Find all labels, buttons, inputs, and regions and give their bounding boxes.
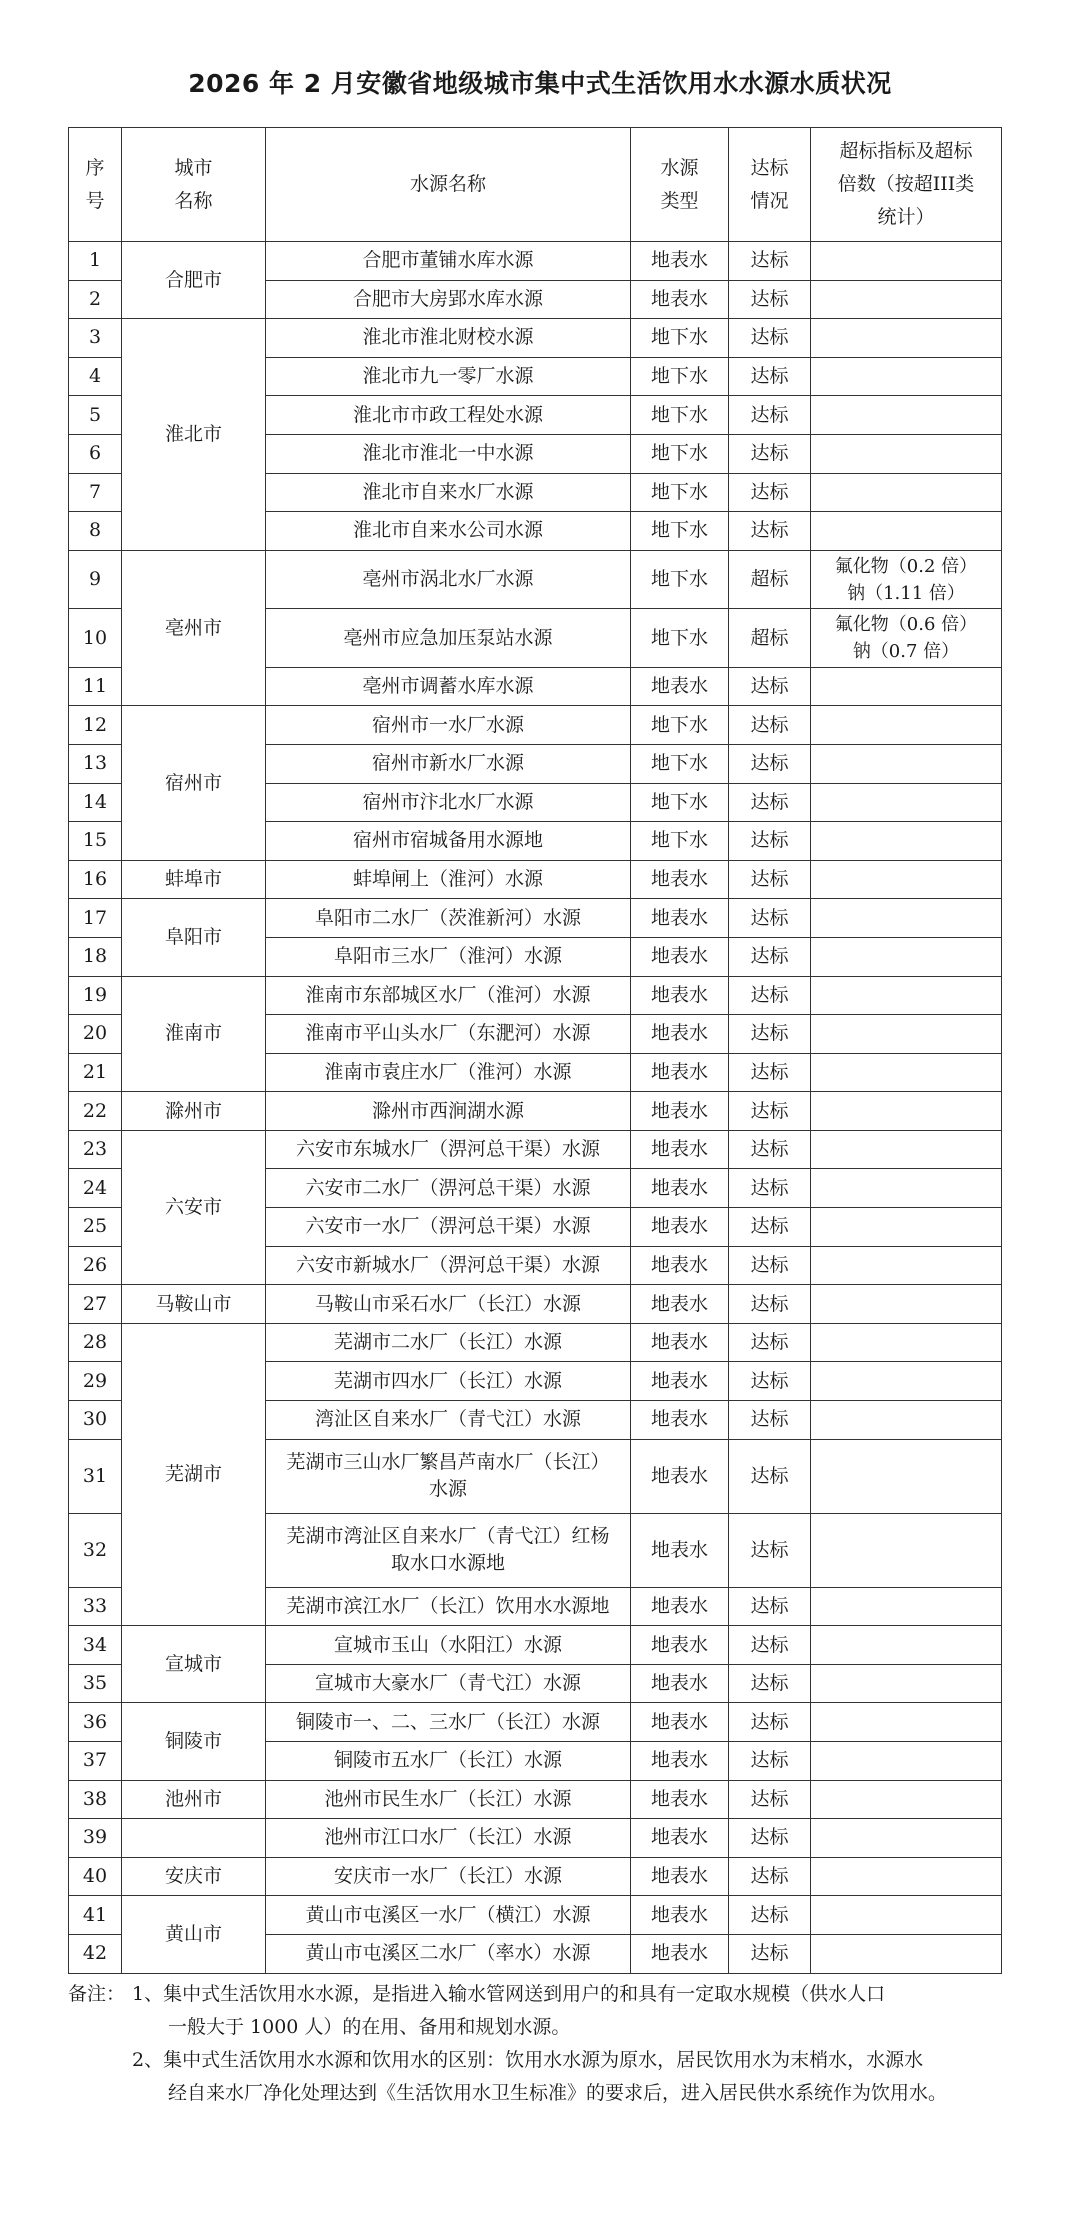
source-type: 地表水 [631,667,729,706]
source-type: 地表水 [631,242,729,281]
exceed-indicators [811,1015,1002,1054]
table-row [69,706,1002,745]
header-type: 水源 类型 [631,128,729,242]
source-type: 地表水 [631,1285,729,1324]
compliance-status: 超标 [729,609,811,668]
exceed-indicators [811,937,1002,976]
row-number: 40 [69,1857,122,1896]
city-name: 六安市 [122,1130,266,1284]
table-row [69,319,1002,358]
note-1-continued: 一般大于 1000 人）的在用、备用和规划水源。 [168,2016,571,2038]
exceed-indicators [811,1092,1002,1131]
source-type: 地表水 [631,1208,729,1247]
source-name: 宿州市汴北水厂水源 [266,783,631,822]
table-row [69,1857,1002,1896]
row-number: 33 [69,1587,122,1626]
table-row [69,1285,1002,1324]
exceed-indicators [811,976,1002,1015]
source-type: 地下水 [631,319,729,358]
source-name: 铜陵市一、二、三水厂（长江）水源 [266,1703,631,1742]
source-type: 地下水 [631,783,729,822]
row-number: 20 [69,1015,122,1054]
source-type: 地表水 [631,1015,729,1054]
compliance-status: 达标 [729,1169,811,1208]
compliance-status: 达标 [729,1934,811,1973]
notes-label: 备注： [68,1983,126,2005]
city-name [122,1819,266,1858]
compliance-status: 达标 [729,1742,811,1781]
exceed-indicators: 氟化物（0.6 倍） 钠（0.7 倍） [811,609,1002,668]
source-name: 宣城市大豪水厂（青弋江）水源 [266,1664,631,1703]
compliance-status: 达标 [729,396,811,435]
compliance-status: 达标 [729,937,811,976]
row-number: 31 [69,1439,122,1513]
compliance-status: 达标 [729,860,811,899]
source-type: 地表水 [631,1246,729,1285]
compliance-status: 达标 [729,434,811,473]
row-number: 32 [69,1513,122,1587]
compliance-status: 达标 [729,783,811,822]
source-name: 淮南市平山头水厂（东淝河）水源 [266,1015,631,1054]
row-number: 29 [69,1362,122,1401]
row-number: 41 [69,1896,122,1935]
row-number: 2 [69,280,122,319]
city-name: 滁州市 [122,1092,266,1131]
source-type: 地表水 [631,1092,729,1131]
source-name: 黄山市屯溪区一水厂（横江）水源 [266,1896,631,1935]
city-name: 淮南市 [122,976,266,1092]
row-number: 30 [69,1401,122,1440]
compliance-status: 达标 [729,1664,811,1703]
row-number: 36 [69,1703,122,1742]
row-number: 3 [69,319,122,358]
source-name: 黄山市屯溪区二水厂（率水）水源 [266,1934,631,1973]
compliance-status: 达标 [729,1015,811,1054]
table-row [69,1092,1002,1131]
source-type: 地表水 [631,1934,729,1973]
exceed-indicators [811,860,1002,899]
source-name: 芜湖市湾沚区自来水厂（青弋江）红杨 取水口水源地 [266,1513,631,1587]
header-city: 城市 名称 [122,128,266,242]
source-name: 池州市民生水厂（长江）水源 [266,1780,631,1819]
exceed-indicators [811,1626,1002,1665]
source-type: 地表水 [631,1587,729,1626]
header-no: 序 号 [69,128,122,242]
exceed-indicators [811,1053,1002,1092]
compliance-status: 达标 [729,1092,811,1131]
row-number: 1 [69,242,122,281]
row-number: 14 [69,783,122,822]
compliance-status: 达标 [729,899,811,938]
source-type: 地下水 [631,396,729,435]
row-number: 27 [69,1285,122,1324]
city-name: 池州市 [122,1780,266,1819]
compliance-status: 达标 [729,1401,811,1440]
exceed-indicators [811,396,1002,435]
source-name: 宣城市玉山（水阳江）水源 [266,1626,631,1665]
city-name: 安庆市 [122,1857,266,1896]
row-number: 38 [69,1780,122,1819]
source-type: 地下水 [631,822,729,861]
compliance-status: 达标 [729,667,811,706]
exceed-indicators [811,242,1002,281]
table-row [69,1780,1002,1819]
exceed-indicators [811,434,1002,473]
row-number: 22 [69,1092,122,1131]
row-number: 21 [69,1053,122,1092]
exceed-indicators [811,512,1002,551]
source-name: 合肥市大房郢水库水源 [266,280,631,319]
source-name: 铜陵市五水厂（长江）水源 [266,1742,631,1781]
source-name: 阜阳市三水厂（淮河）水源 [266,937,631,976]
source-name: 滁州市西涧湖水源 [266,1092,631,1131]
table-body [69,242,1002,1974]
exceed-indicators [811,1401,1002,1440]
compliance-status: 达标 [729,473,811,512]
source-name: 亳州市涡北水厂水源 [266,550,631,609]
exceed-indicators [811,667,1002,706]
source-type: 地表水 [631,1819,729,1858]
city-name: 铜陵市 [122,1703,266,1780]
compliance-status: 达标 [729,976,811,1015]
note-2-continued: 经自来水厂净化处理达到《生活饮用水卫生标准》的要求后，进入居民供水系统作为饮用水。 [168,2082,948,2104]
source-name: 淮北市淮北一中水源 [266,434,631,473]
source-name: 亳州市应急加压泵站水源 [266,609,631,668]
exceed-indicators [811,1513,1002,1587]
row-number: 9 [69,550,122,609]
city-name: 阜阳市 [122,899,266,976]
exceed-indicators [811,899,1002,938]
compliance-status: 达标 [729,1439,811,1513]
compliance-status: 达标 [729,1780,811,1819]
water-quality-table [68,127,1002,1974]
compliance-status: 达标 [729,1208,811,1247]
compliance-status: 达标 [729,1703,811,1742]
source-type: 地表水 [631,1053,729,1092]
exceed-indicators [811,1169,1002,1208]
city-name: 马鞍山市 [122,1285,266,1324]
source-name: 淮南市袁庄水厂（淮河）水源 [266,1053,631,1092]
compliance-status: 达标 [729,1285,811,1324]
source-name: 六安市二水厂（淠河总干渠）水源 [266,1169,631,1208]
exceed-indicators [811,1587,1002,1626]
exceed-indicators [811,1896,1002,1935]
table-row [69,1703,1002,1742]
source-type: 地表水 [631,280,729,319]
exceed-indicators [811,706,1002,745]
table-header-row [69,128,1002,242]
header-status: 达标 情况 [729,128,811,242]
source-name: 宿州市宿城备用水源地 [266,822,631,861]
city-name: 黄山市 [122,1896,266,1973]
row-number: 12 [69,706,122,745]
city-name: 亳州市 [122,550,266,706]
source-name: 蚌埠闸上（淮河）水源 [266,860,631,899]
compliance-status: 达标 [729,357,811,396]
exceed-indicators [811,1246,1002,1285]
compliance-status: 达标 [729,1130,811,1169]
source-type: 地表水 [631,976,729,1015]
source-type: 地表水 [631,1439,729,1513]
row-number: 28 [69,1323,122,1362]
exceed-indicators [811,1934,1002,1973]
source-type: 地表水 [631,937,729,976]
exceed-indicators [811,1819,1002,1858]
source-name: 阜阳市二水厂（茨淮新河）水源 [266,899,631,938]
note-2: 2、集中式生活饮用水水源和饮用水的区别：饮用水水源为原水，居民饮用水为末梢水，水源水 [132,2049,924,2071]
source-name: 宿州市一水厂水源 [266,706,631,745]
row-number: 23 [69,1130,122,1169]
compliance-status: 达标 [729,1626,811,1665]
exceed-indicators [811,1208,1002,1247]
source-type: 地表水 [631,1780,729,1819]
table-row [69,1130,1002,1169]
source-type: 地表水 [631,1626,729,1665]
page-title: 2026 年 2 月安徽省地级城市集中式生活饮用水水源水质状况 [188,69,892,98]
row-number: 4 [69,357,122,396]
compliance-status: 达标 [729,1323,811,1362]
source-name: 芜湖市三山水厂繁昌芦南水厂（长江） 水源 [266,1439,631,1513]
source-name: 芜湖市二水厂（长江）水源 [266,1323,631,1362]
source-name: 宿州市新水厂水源 [266,744,631,783]
city-name: 宣城市 [122,1626,266,1703]
source-name: 淮南市东部城区水厂（淮河）水源 [266,976,631,1015]
city-name: 淮北市 [122,319,266,551]
row-number: 39 [69,1819,122,1858]
exceed-indicators [811,1703,1002,1742]
row-number: 10 [69,609,122,668]
source-type: 地下水 [631,473,729,512]
table-row [69,242,1002,281]
source-type: 地表水 [631,1896,729,1935]
compliance-status: 达标 [729,1246,811,1285]
source-type: 地下水 [631,357,729,396]
compliance-status: 达标 [729,744,811,783]
row-number: 16 [69,860,122,899]
header-source: 水源名称 [266,128,631,242]
source-type: 地表水 [631,1703,729,1742]
source-name: 淮北市九一零厂水源 [266,357,631,396]
source-name: 六安市东城水厂（淠河总干渠）水源 [266,1130,631,1169]
city-name: 芜湖市 [122,1323,266,1625]
row-number: 35 [69,1664,122,1703]
exceed-indicators [811,1362,1002,1401]
row-number: 6 [69,434,122,473]
table-row [69,1896,1002,1935]
table-row [69,1626,1002,1665]
source-name: 马鞍山市采石水厂（长江）水源 [266,1285,631,1324]
exceed-indicators [811,822,1002,861]
city-name: 合肥市 [122,242,266,319]
source-name: 芜湖市滨江水厂（长江）饮用水水源地 [266,1587,631,1626]
row-number: 26 [69,1246,122,1285]
source-name: 淮北市自来水公司水源 [266,512,631,551]
row-number: 34 [69,1626,122,1665]
compliance-status: 达标 [729,319,811,358]
source-name: 池州市江口水厂（长江）水源 [266,1819,631,1858]
exceed-indicators [811,1323,1002,1362]
exceed-indicators [811,1664,1002,1703]
exceed-indicators [811,1439,1002,1513]
source-type: 地表水 [631,1742,729,1781]
exceed-indicators [811,319,1002,358]
exceed-indicators [811,280,1002,319]
compliance-status: 达标 [729,512,811,551]
city-name: 蚌埠市 [122,860,266,899]
source-type: 地表水 [631,1362,729,1401]
table-row [69,1323,1002,1362]
row-number: 5 [69,396,122,435]
row-number: 17 [69,899,122,938]
compliance-status: 达标 [729,1896,811,1935]
source-type: 地表水 [631,1323,729,1362]
exceed-indicators [811,1780,1002,1819]
source-type: 地下水 [631,744,729,783]
table-row [69,1819,1002,1858]
city-name: 宿州市 [122,706,266,860]
exceed-indicators [811,1130,1002,1169]
source-type: 地表水 [631,1513,729,1587]
source-type: 地表水 [631,860,729,899]
source-type: 地下水 [631,609,729,668]
exceed-indicators [811,1285,1002,1324]
table-row [69,976,1002,1015]
compliance-status: 达标 [729,1362,811,1401]
compliance-status: 达标 [729,1053,811,1092]
compliance-status: 达标 [729,1819,811,1858]
source-name: 六安市一水厂（淠河总干渠）水源 [266,1208,631,1247]
row-number: 42 [69,1934,122,1973]
source-name: 芜湖市四水厂（长江）水源 [266,1362,631,1401]
table-row [69,550,1002,609]
source-name: 六安市新城水厂（淠河总干渠）水源 [266,1246,631,1285]
exceed-indicators [811,744,1002,783]
exceed-indicators: 氟化物（0.2 倍） 钠（1.11 倍） [811,550,1002,609]
source-type: 地下水 [631,550,729,609]
compliance-status: 超标 [729,550,811,609]
compliance-status: 达标 [729,242,811,281]
compliance-status: 达标 [729,280,811,319]
row-number: 24 [69,1169,122,1208]
exceed-indicators [811,1857,1002,1896]
exceed-indicators [811,783,1002,822]
compliance-status: 达标 [729,1587,811,1626]
compliance-status: 达标 [729,822,811,861]
source-name: 合肥市董铺水库水源 [266,242,631,281]
source-type: 地表水 [631,1857,729,1896]
source-type: 地下水 [631,512,729,551]
source-name: 安庆市一水厂（长江）水源 [266,1857,631,1896]
row-number: 11 [69,667,122,706]
row-number: 37 [69,1742,122,1781]
exceed-indicators [811,473,1002,512]
row-number: 15 [69,822,122,861]
compliance-status: 达标 [729,706,811,745]
notes [68,1978,1058,2110]
row-number: 25 [69,1208,122,1247]
source-type: 地下水 [631,434,729,473]
table-row [69,899,1002,938]
source-name: 湾沚区自来水厂（青弋江）水源 [266,1401,631,1440]
source-type: 地表水 [631,1401,729,1440]
source-type: 地表水 [631,1664,729,1703]
source-type: 地表水 [631,899,729,938]
row-number: 13 [69,744,122,783]
source-type: 地表水 [631,1169,729,1208]
source-name: 淮北市市政工程处水源 [266,396,631,435]
note-1: 备注： 1、集中式生活饮用水水源，是指进入输水管网送到用户的和具有一定取水规模（供水人口 [68,1978,1058,2011]
source-type: 地下水 [631,706,729,745]
row-number: 18 [69,937,122,976]
source-type: 地表水 [631,1130,729,1169]
row-number: 8 [69,512,122,551]
source-name: 亳州市调蓄水库水源 [266,667,631,706]
exceed-indicators [811,1742,1002,1781]
table-row [69,860,1002,899]
compliance-status: 达标 [729,1857,811,1896]
source-name: 淮北市淮北财校水源 [266,319,631,358]
compliance-status: 达标 [729,1513,811,1587]
header-exceed: 超标指标及超标 倍数（按超III类 统计） [811,128,1002,242]
row-number: 19 [69,976,122,1015]
source-name: 淮北市自来水厂水源 [266,473,631,512]
exceed-indicators [811,357,1002,396]
row-number: 7 [69,473,122,512]
